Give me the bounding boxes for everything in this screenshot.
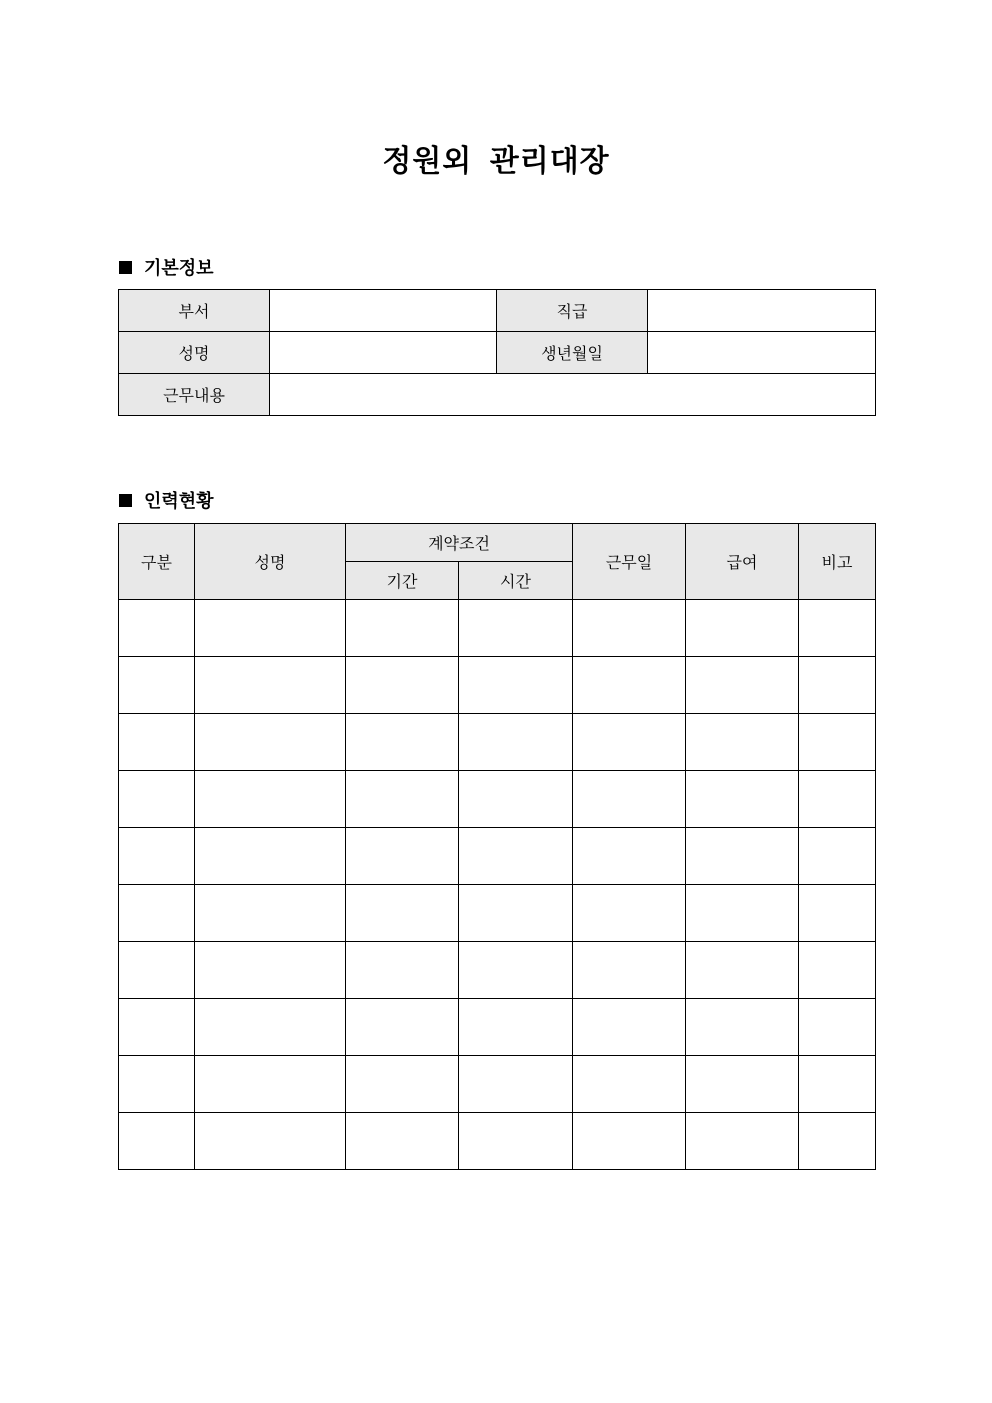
table-row <box>119 771 876 828</box>
cell-category[interactable] <box>119 999 195 1056</box>
table-row <box>119 885 876 942</box>
cell-hours[interactable] <box>459 657 573 714</box>
basic-info-table <box>118 289 876 416</box>
cell-workdays[interactable] <box>573 828 686 885</box>
cell-salary[interactable] <box>686 999 799 1056</box>
cell-salary[interactable] <box>686 828 799 885</box>
cell-hours[interactable] <box>459 1056 573 1113</box>
cell-remarks[interactable] <box>799 1113 876 1170</box>
cell-hours[interactable] <box>459 600 573 657</box>
table-row <box>119 657 876 714</box>
cell-hours[interactable] <box>459 828 573 885</box>
section-staff-status-heading <box>119 487 214 513</box>
section-title: 기본정보 <box>144 258 214 279</box>
cell-name[interactable] <box>195 1113 346 1170</box>
cell-name[interactable] <box>195 885 346 942</box>
cell-remarks[interactable] <box>799 828 876 885</box>
cell-remarks[interactable] <box>799 771 876 828</box>
cell-workdays[interactable] <box>573 942 686 999</box>
cell-period[interactable] <box>346 657 459 714</box>
cell-category[interactable] <box>119 1056 195 1113</box>
table-row <box>119 1113 876 1170</box>
cell-remarks[interactable] <box>799 657 876 714</box>
cell-remarks[interactable] <box>799 1056 876 1113</box>
cell-hours[interactable] <box>459 942 573 999</box>
cell-period[interactable] <box>346 771 459 828</box>
staff-status-table <box>118 523 876 1170</box>
position-field[interactable] <box>648 290 876 332</box>
header-category: 구분 <box>119 524 195 600</box>
cell-workdays[interactable] <box>573 657 686 714</box>
header-remarks: 비고 <box>799 524 876 600</box>
header-name: 성명 <box>195 524 346 600</box>
cell-period[interactable] <box>346 885 459 942</box>
cell-category[interactable] <box>119 600 195 657</box>
cell-salary[interactable] <box>686 1056 799 1113</box>
cell-category[interactable] <box>119 771 195 828</box>
cell-salary[interactable] <box>686 885 799 942</box>
section-basic-info-heading <box>119 254 214 280</box>
square-bullet-icon <box>119 261 132 274</box>
cell-salary[interactable] <box>686 600 799 657</box>
cell-category[interactable] <box>119 828 195 885</box>
cell-workdays[interactable] <box>573 714 686 771</box>
table-row <box>119 828 876 885</box>
cell-workdays[interactable] <box>573 771 686 828</box>
cell-name[interactable] <box>195 828 346 885</box>
cell-workdays[interactable] <box>573 885 686 942</box>
cell-name[interactable] <box>195 999 346 1056</box>
cell-period[interactable] <box>346 828 459 885</box>
header-hours: 시간 <box>459 562 573 600</box>
cell-hours[interactable] <box>459 885 573 942</box>
work-content-field[interactable] <box>270 374 876 416</box>
cell-category[interactable] <box>119 714 195 771</box>
cell-workdays[interactable] <box>573 999 686 1056</box>
cell-hours[interactable] <box>459 714 573 771</box>
cell-period[interactable] <box>346 942 459 999</box>
cell-category[interactable] <box>119 657 195 714</box>
cell-remarks[interactable] <box>799 999 876 1056</box>
table-row <box>119 1056 876 1113</box>
cell-category[interactable] <box>119 1113 195 1170</box>
cell-name[interactable] <box>195 657 346 714</box>
cell-period[interactable] <box>346 1056 459 1113</box>
cell-period[interactable] <box>346 999 459 1056</box>
cell-remarks[interactable] <box>799 714 876 771</box>
cell-remarks[interactable] <box>799 885 876 942</box>
name-label: 성명 <box>119 332 270 374</box>
cell-period[interactable] <box>346 1113 459 1170</box>
cell-workdays[interactable] <box>573 1056 686 1113</box>
table-row <box>119 999 876 1056</box>
cell-name[interactable] <box>195 1056 346 1113</box>
table-row <box>119 600 876 657</box>
cell-name[interactable] <box>195 714 346 771</box>
header-contract: 계약조건 <box>346 524 573 562</box>
cell-hours[interactable] <box>459 1113 573 1170</box>
cell-salary[interactable] <box>686 942 799 999</box>
cell-name[interactable] <box>195 600 346 657</box>
cell-salary[interactable] <box>686 771 799 828</box>
cell-salary[interactable] <box>686 657 799 714</box>
square-bullet-icon <box>119 494 132 507</box>
table-row <box>119 942 876 999</box>
cell-period[interactable] <box>346 600 459 657</box>
cell-period[interactable] <box>346 714 459 771</box>
cell-name[interactable] <box>195 771 346 828</box>
department-label: 부서 <box>119 290 270 332</box>
cell-remarks[interactable] <box>799 600 876 657</box>
cell-workdays[interactable] <box>573 600 686 657</box>
cell-hours[interactable] <box>459 999 573 1056</box>
cell-category[interactable] <box>119 942 195 999</box>
header-salary: 급여 <box>686 524 799 600</box>
document-title: 정원외 관리대장 <box>382 144 610 179</box>
cell-name[interactable] <box>195 942 346 999</box>
cell-category[interactable] <box>119 885 195 942</box>
cell-remarks[interactable] <box>799 942 876 999</box>
header-period: 기간 <box>346 562 459 600</box>
section-title: 인력현황 <box>144 491 214 512</box>
cell-salary[interactable] <box>686 1113 799 1170</box>
department-field[interactable] <box>270 290 497 332</box>
cell-hours[interactable] <box>459 771 573 828</box>
birthdate-field[interactable] <box>648 332 876 374</box>
name-field[interactable] <box>270 332 497 374</box>
birthdate-label: 생년월일 <box>497 332 648 374</box>
work-content-label: 근무내용 <box>119 374 270 416</box>
table-row <box>119 714 876 771</box>
cell-salary[interactable] <box>686 714 799 771</box>
cell-workdays[interactable] <box>573 1113 686 1170</box>
position-label: 직급 <box>497 290 648 332</box>
header-workdays: 근무일 <box>573 524 686 600</box>
